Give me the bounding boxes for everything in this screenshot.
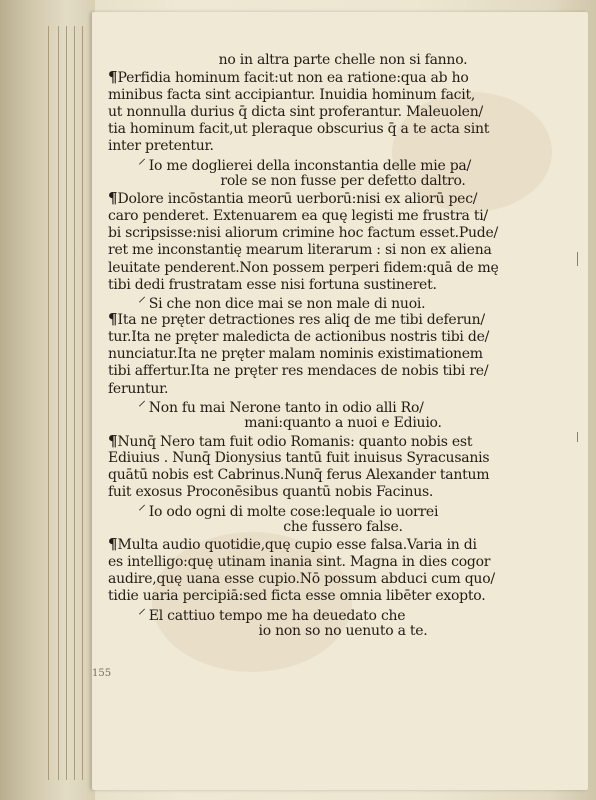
pilcrow-icon: ¶ xyxy=(108,536,117,554)
virgule-icon: ⸍ xyxy=(138,155,146,174)
text-line xyxy=(108,467,578,484)
text-line-content: Perfidia hominum facit:ut non ea ratione:qua ab ho xyxy=(117,70,469,87)
text-line xyxy=(108,571,578,588)
text-line xyxy=(108,415,578,432)
text-line-content: Dolore incōstantia meorū uerborū:nisi ex aliorū pec/ xyxy=(117,191,478,208)
text-line xyxy=(108,190,578,207)
text-line xyxy=(108,433,578,450)
page-edge-line xyxy=(58,26,59,780)
text-line xyxy=(108,363,578,380)
text-line-content: ret me inconstantię mearum literarum : si non ex aliena xyxy=(108,242,492,259)
text-line-content: role se non fusse per defetto daltro. xyxy=(220,173,466,190)
text-line-content: Ita ne pręter detractiones res aliq de me tibi deferun/ xyxy=(117,312,485,329)
page-edge-line xyxy=(74,26,75,780)
pilcrow-icon: ¶ xyxy=(108,432,117,450)
pilcrow-icon: ¶ xyxy=(108,311,117,329)
text-line xyxy=(108,502,578,519)
text-line xyxy=(108,121,578,138)
virgule-icon: ⸍ xyxy=(138,397,146,416)
text-line-content: audire,quę uana esse cupio.Nō possum abduci cum quo/ xyxy=(108,570,495,587)
text-line xyxy=(108,208,578,225)
text-line xyxy=(108,519,578,536)
page-edge-line xyxy=(48,26,49,780)
text-line-content: tibi dedi frustratam esse nisi fortuna sustineret. xyxy=(108,276,437,293)
pilcrow-icon: ¶ xyxy=(108,69,117,87)
text-line xyxy=(108,450,578,467)
text-line xyxy=(108,398,578,415)
text-line-content: caro penderet. Extenuarem ea quę legisti me frustra ti/ xyxy=(108,207,488,224)
text-line xyxy=(108,156,578,173)
text-line xyxy=(108,104,578,121)
text-line-content: leuitate penderent.Non possem perperi fidem:quā de mę xyxy=(108,259,499,276)
text-line xyxy=(108,69,578,86)
text-line-content: El cattiuo tempo me ha deuedato che xyxy=(148,607,406,623)
text-line-content: Nunq̄ Nero tam fuit odio Romanis: quanto nobis est xyxy=(117,433,473,450)
text-line xyxy=(108,554,578,571)
text-line xyxy=(108,329,578,346)
text-line-content: minibus facta sint accipiantur. Inuidia hominum facit, xyxy=(108,86,476,103)
text-line xyxy=(108,277,578,294)
pilcrow-icon: ¶ xyxy=(108,190,117,208)
text-line-content: inter pretentur. xyxy=(108,138,214,155)
text-line xyxy=(108,588,578,605)
text-line-content: Io odo ogni di molte cose:lequale io uorrei xyxy=(148,503,439,520)
text-line xyxy=(108,606,578,623)
text-line-content: bi scripsisse:nisi aliorum crimine hoc factum esset.Pude/ xyxy=(108,224,499,241)
text-line xyxy=(108,346,578,363)
text-line xyxy=(108,225,578,242)
text-line-content: tidie uaria percipiā:sed ficta esse omnia libēter exopto. xyxy=(108,588,486,605)
text-line-content: no in altra parte chelle non si fanno. xyxy=(218,52,468,68)
text-line xyxy=(108,87,578,104)
text-line xyxy=(108,294,578,311)
text-line-content: ut nonnulla durius q̄ dicta sint proferantur. Maleuolen/ xyxy=(108,103,483,120)
text-line-content: Si che non dice mai se non male di nuoi. xyxy=(148,296,426,312)
text-line-content: Ediuius . Nunq̄ Dionysius tantū fuit inuisus Syracusanis xyxy=(108,449,490,466)
text-line xyxy=(108,381,578,398)
text-line xyxy=(108,484,578,501)
text-line-content: tur.Ita ne pręter maledicta de actionibus nostris tibi de/ xyxy=(108,328,490,345)
text-line xyxy=(108,138,578,155)
text-line-content: Non fu mai Nerone tanto in odio alli Ro/ xyxy=(148,399,424,416)
document-text-block xyxy=(108,52,578,640)
text-line-content: Io me doglierei della inconstantia delle mie pa/ xyxy=(148,157,471,174)
document-page xyxy=(92,12,588,790)
text-line xyxy=(108,173,578,190)
page-edge-line xyxy=(66,26,67,780)
text-line-content: Multa audio quotidie,quę cupio esse falsa.Varia in di xyxy=(117,537,477,554)
text-line-content: quātū nobis est Cabrinus.Nunq̄ ferus Alexander tantum xyxy=(108,467,490,484)
text-line-content: che fussero false. xyxy=(283,519,403,536)
text-line xyxy=(108,623,578,640)
text-line-content: mani:quanto a nuoi e Ediuio. xyxy=(244,415,442,432)
text-line-content: tia hominum facit,ut pleraque obscurius q̄ a te acta sint xyxy=(108,121,490,138)
text-line xyxy=(108,260,578,277)
text-line xyxy=(108,52,578,69)
margin-note: 155 xyxy=(92,668,112,679)
text-line-content: tibi affertur.Ita ne pręter res mendaces de nobis tibi re/ xyxy=(108,363,489,380)
text-line-content: fuit exosus Proconēsibus quantū nobis Facinus. xyxy=(108,484,434,501)
virgule-icon: ⸍ xyxy=(138,605,146,623)
text-line-content: nunciatur.Ita ne pręter malam nominis existimationem xyxy=(108,346,483,363)
folded-page-edges xyxy=(0,0,95,800)
text-line-content: es intelligo:quę utinam inania sint. Magna in dies cogor xyxy=(108,553,491,570)
virgule-icon: ⸍ xyxy=(138,501,146,520)
page-edge-line xyxy=(82,26,83,780)
text-line-content: feruntur. xyxy=(108,380,169,397)
virgule-icon: ⸍ xyxy=(138,294,146,312)
text-line xyxy=(108,242,578,259)
text-line xyxy=(108,536,578,553)
text-line xyxy=(108,311,578,328)
text-line-content: io non so no uenuto a te. xyxy=(258,622,428,639)
